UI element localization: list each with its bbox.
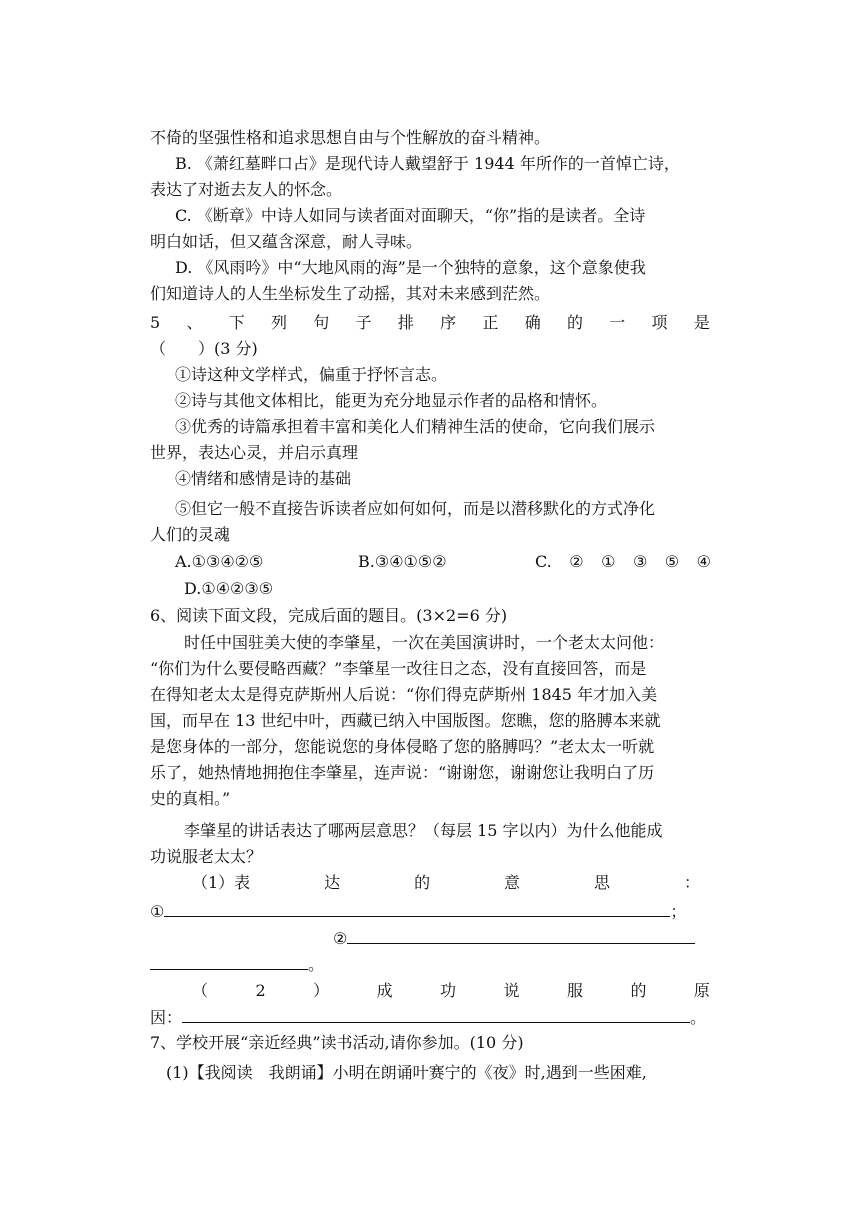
- answer-blank-1[interactable]: [164, 898, 670, 917]
- q5-sentence-4: ④情绪和感情是诗的基础: [175, 469, 352, 488]
- q6-stem: 6、阅读下面文段，完成后面的题目。(3×2=6 分): [150, 606, 508, 625]
- q5-sentence-5-line1: ⑤但它一般不直接告诉读者应如何如何，而是以潜移默化的方式净化: [175, 499, 656, 518]
- q5-option-b: B.③④①⑤②: [358, 552, 447, 571]
- q6-answer-row-1: ① ；: [150, 898, 686, 925]
- q4-option-c-line2: 明白如话，但又蕴含深意，耐人寻味。: [150, 232, 423, 251]
- q6-passage-line6: 乐了，她热情地拥抱住李肇星，连声说：“谢谢您，谢谢您让我明白了历: [150, 763, 655, 782]
- answer-blank-3[interactable]: [182, 1004, 690, 1023]
- q5-sentence-3-line1: ③优秀的诗篇承担着丰富和美化人们精神生活的使命，它向我们展示: [175, 417, 656, 436]
- q5-sentence-5-line2: 人们的灵魂: [150, 525, 231, 544]
- answer-blank-2b[interactable]: [150, 951, 308, 970]
- q4-line-a: 不倚的坚强性格和追求思想自由与个性解放的奋斗精神。: [150, 128, 551, 147]
- q6-answer-row-2b: 。: [150, 951, 324, 978]
- q5-option-c: C. ② ① ③ ⑤ ④: [535, 552, 711, 571]
- q4-option-d-line1: D. 《风雨吟》中“大地风雨的海”是一个独特的意象，这个意象使我: [175, 258, 646, 277]
- q6-answer-row-3: 因： 。: [150, 1004, 706, 1031]
- q6-passage-line7: 史的真相。”: [150, 789, 231, 808]
- q4-option-c-line1: C. 《断章》中诗人如同与读者面对面聊天，“你”指的是读者。全诗: [175, 206, 646, 225]
- q5-option-a: A.①③④②⑤: [175, 552, 264, 571]
- q6-passage-line1: 时任中国驻美大使的李肇星，一次在美国演讲时，一个老太太问他：: [184, 633, 665, 652]
- q5-sentence-3-line2: 世界，表达心灵，并启示真理: [150, 443, 359, 462]
- q6-passage-line5: 是您身体的一部分，您能说您的身体侵略了您的胳膊吗？”老太太一听就: [150, 737, 655, 756]
- q6-sub1-label: （1）表 达 的 意 思 ：: [192, 873, 700, 892]
- q6-sub2-label: （ 2 ） 成 功 说 服 的 原: [192, 981, 710, 1000]
- q6-passage-line4: 国，而早在 13 世纪中叶，西藏已纳入中国版图。您瞧，您的胳膊本来就: [150, 711, 661, 730]
- q5-option-d: D.①④②③⑤: [184, 579, 274, 598]
- q4-option-b-line2: 表达了对逝去友人的怀念。: [150, 180, 343, 199]
- q5-stem: 5 、 下 列 句 子 排 序 正 确 的 一 项 是: [150, 313, 710, 332]
- q5-sentence-1: ①诗这种文学样式，偏重于抒怀言志。: [175, 365, 448, 384]
- q7-stem: 7、学校开展“亲近经典”读书活动,请你参加。(10 分): [150, 1033, 524, 1052]
- q6-question-line2: 功说服老太太？: [150, 847, 263, 866]
- q7-part1-line1: (1)【我阅读 我朗诵】小明在朗诵叶赛宁的《夜》时,遇到一些困难,: [166, 1063, 647, 1082]
- q6-answer-row-2: ②: [333, 925, 695, 952]
- q5-stem-tail: （ ）(3 分): [150, 339, 258, 358]
- q4-option-d-line2: 们知道诗人的人生坐标发生了动摇，其对未来感到茫然。: [150, 284, 551, 303]
- q6-passage-line3: 在得知老太太是得克萨斯州人后说：“你们得克萨斯州 1845 年才加入美: [150, 685, 658, 704]
- q6-question-line1: 李肇星的讲话表达了哪两层意思？（每层 15 字以内）为什么他能成: [184, 821, 663, 840]
- q5-sentence-2: ②诗与其他文体相比，能更为充分地显示作者的品格和情怀。: [175, 391, 608, 410]
- q6-passage-line2: “你们为什么要侵略西藏？”李肇星一改往日之态，没有直接回答，而是: [150, 659, 647, 678]
- q4-option-b-line1: B. 《萧红墓畔口占》是现代诗人戴望舒于 1944 年所作的一首悼亡诗，: [175, 154, 680, 173]
- answer-blank-2[interactable]: [347, 925, 695, 944]
